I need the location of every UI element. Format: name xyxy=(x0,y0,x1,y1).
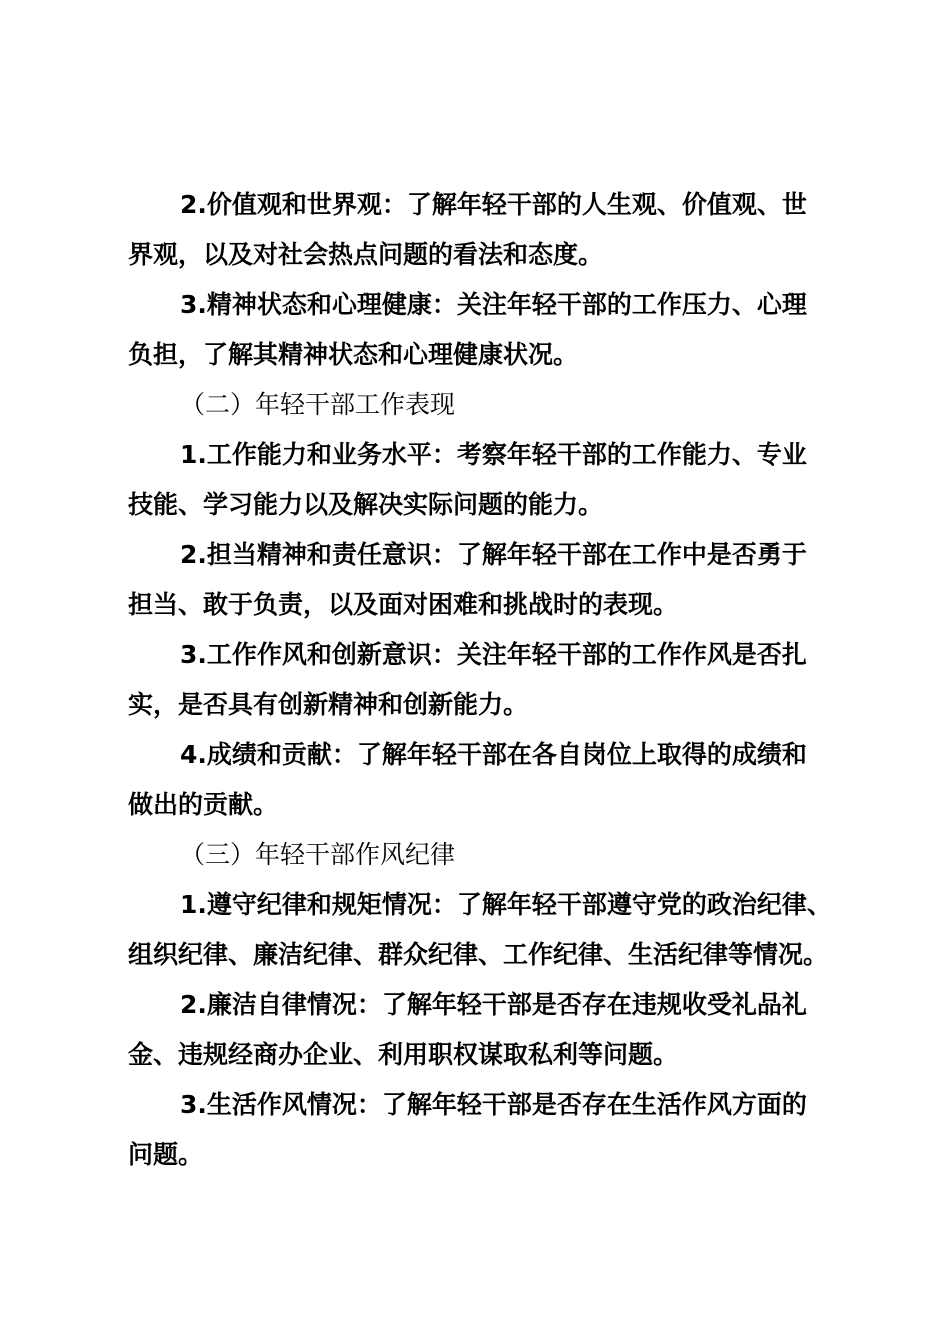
paragraph-line: 实，是否具有创新精神和创新能力。 xyxy=(128,690,529,719)
paragraph-line: 金、违规经商办企业、利用职权谋取私利等问题。 xyxy=(128,1040,679,1069)
paragraph-life-style xyxy=(128,1080,918,1180)
paragraph-line: 4.成绩和贡献：了解年轻干部在各自岗位上取得的成绩和 xyxy=(180,740,807,769)
section-heading-discipline xyxy=(128,830,918,880)
paragraph-line: 担当、敢于负责，以及面对困难和挑战时的表现。 xyxy=(128,590,679,619)
section-heading-text: （二）年轻干部工作表现 xyxy=(180,390,456,419)
paragraph-line: 负担，了解其精神状态和心理健康状况。 xyxy=(128,340,579,369)
paragraph-line: 2.担当精神和责任意识：了解年轻干部在工作中是否勇于 xyxy=(180,540,807,569)
paragraph-line: 2.廉洁自律情况：了解年轻干部是否存在违规收受礼品礼 xyxy=(180,990,807,1019)
section-heading-text: （三）年轻干部作风纪律 xyxy=(180,840,456,869)
paragraph-work-style-innovation xyxy=(128,630,918,730)
paragraph-line: 技能、学习能力以及解决实际问题的能力。 xyxy=(128,490,604,519)
paragraph-discipline-rules xyxy=(128,880,918,980)
paragraph-work-ability xyxy=(128,430,918,530)
document-body xyxy=(128,180,918,1180)
paragraph-line: 3.工作作风和创新意识：关注年轻干部的工作作风是否扎 xyxy=(180,640,807,669)
paragraph-line: 3.生活作风情况：了解年轻干部是否存在生活作风方面的 xyxy=(180,1090,807,1119)
paragraph-integrity xyxy=(128,980,918,1080)
paragraph-line: 组织纪律、廉洁纪律、群众纪律、工作纪律、生活纪律等情况。 xyxy=(128,940,829,969)
paragraph-achievements xyxy=(128,730,918,830)
paragraph-line: 做出的贡献。 xyxy=(128,790,279,819)
paragraph-line: 1.工作能力和业务水平：考察年轻干部的工作能力、专业 xyxy=(180,440,807,469)
paragraph-line: 界观，以及对社会热点问题的看法和态度。 xyxy=(128,240,604,269)
section-heading-work-performance xyxy=(128,380,918,430)
paragraph-line: 问题。 xyxy=(128,1140,204,1169)
paragraph-responsibility xyxy=(128,530,918,630)
paragraph-line: 2.价值观和世界观：了解年轻干部的人生观、价值观、世 xyxy=(180,190,807,219)
paragraph-line: 1.遵守纪律和规矩情况：了解年轻干部遵守党的政治纪律、 xyxy=(180,890,832,919)
paragraph-mental-health xyxy=(128,280,918,380)
paragraph-values-worldview xyxy=(128,180,918,280)
paragraph-line: 3.精神状态和心理健康：关注年轻干部的工作压力、心理 xyxy=(180,290,807,319)
